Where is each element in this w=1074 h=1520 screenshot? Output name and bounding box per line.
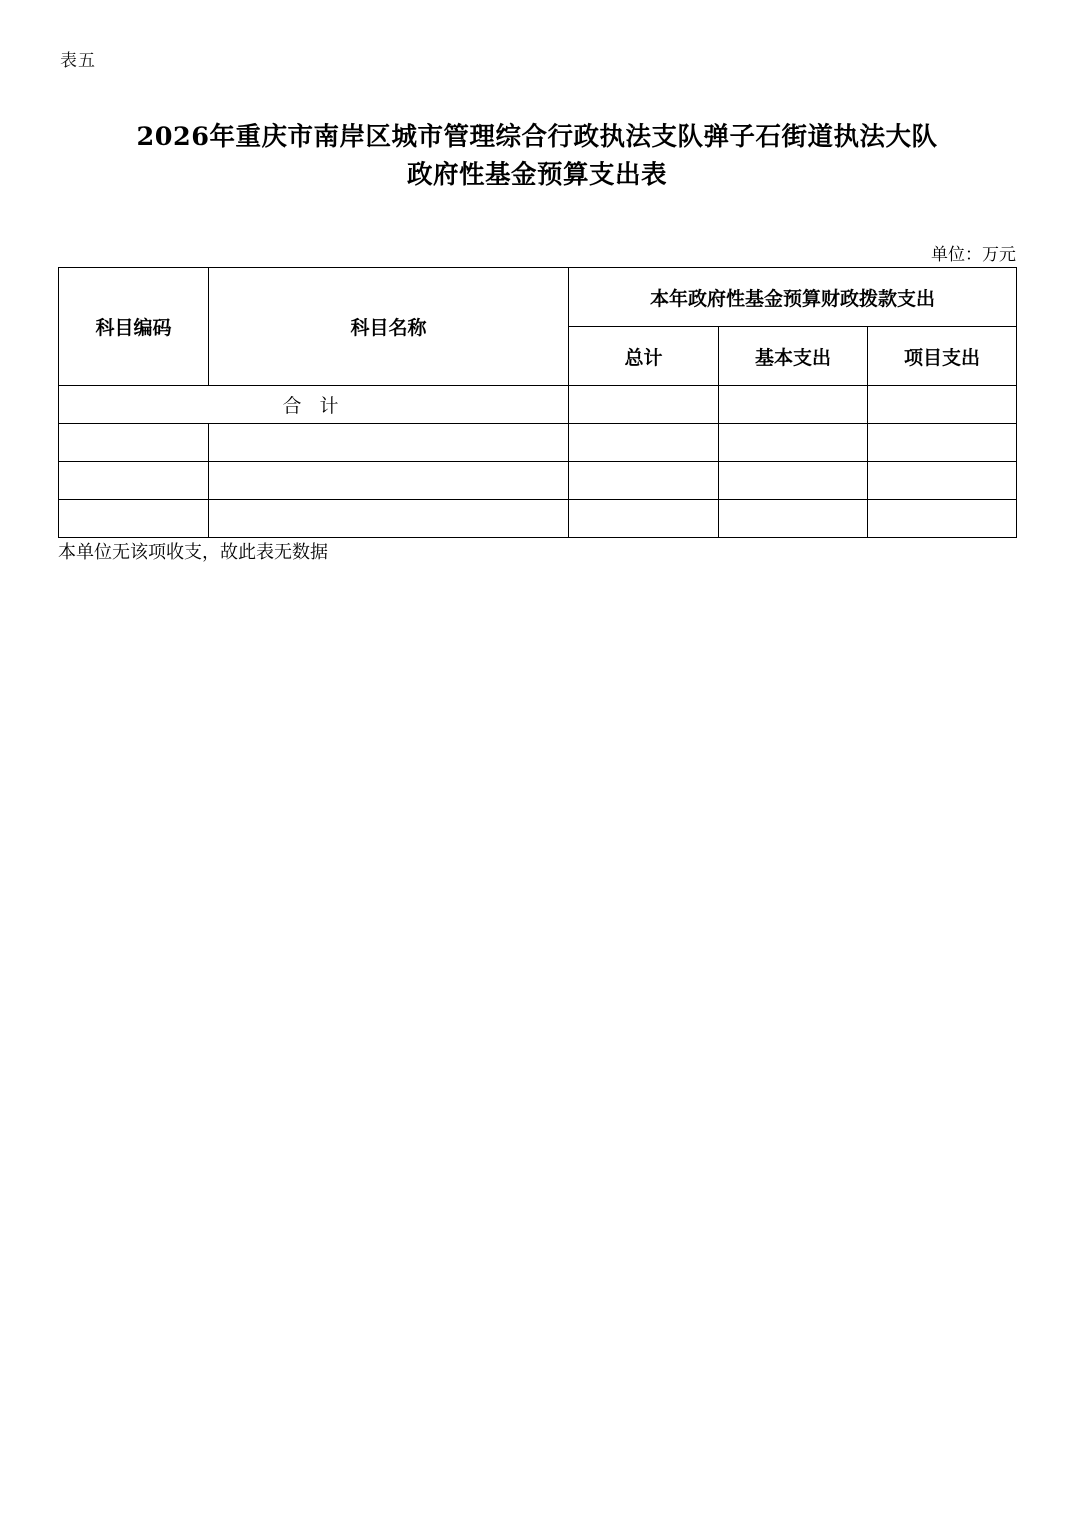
header-sub-project: 项目支出 — [868, 327, 1017, 386]
table-row — [59, 386, 1017, 424]
table-row — [59, 462, 1017, 500]
row-value-project — [868, 500, 1017, 538]
row-value-project — [868, 424, 1017, 462]
table-row — [59, 424, 1017, 462]
page-title — [0, 118, 1074, 194]
row-value-total — [569, 462, 719, 500]
row-name — [209, 424, 569, 462]
row-value-project — [868, 462, 1017, 500]
row-code — [59, 424, 209, 462]
row-total-value-total — [569, 386, 719, 424]
row-name — [209, 500, 569, 538]
row-value-basic — [719, 500, 868, 538]
row-total-value-project — [868, 386, 1017, 424]
title-line-2: 政府性基金预算支出表 — [406, 160, 667, 190]
form-number-label: 表五 — [60, 51, 96, 71]
row-value-basic — [719, 462, 868, 500]
budget-table — [58, 267, 1017, 538]
unit-note: 单位：万元 — [931, 245, 1016, 265]
header-col-name: 科目名称 — [209, 268, 569, 386]
header-group-expenditure: 本年政府性基金预算财政拨款支出 — [569, 268, 1017, 327]
title-line-1: 2026年重庆市南岸区城市管理综合行政执法支队弹子石街道执法大队 — [136, 122, 938, 152]
table-row — [59, 500, 1017, 538]
header-sub-total: 总计 — [569, 327, 719, 386]
header-col-code: 科目编码 — [59, 268, 209, 386]
row-total-value-basic — [719, 386, 868, 424]
table-footnote: 本单位无该项收支，故此表无数据 — [58, 542, 328, 563]
row-code — [59, 462, 209, 500]
row-code — [59, 500, 209, 538]
row-value-basic — [719, 424, 868, 462]
row-value-total — [569, 500, 719, 538]
row-value-total — [569, 424, 719, 462]
table-header-row-1 — [59, 268, 1017, 327]
row-name — [209, 462, 569, 500]
row-total-label: 合 计 — [59, 386, 569, 424]
header-sub-basic: 基本支出 — [719, 327, 868, 386]
